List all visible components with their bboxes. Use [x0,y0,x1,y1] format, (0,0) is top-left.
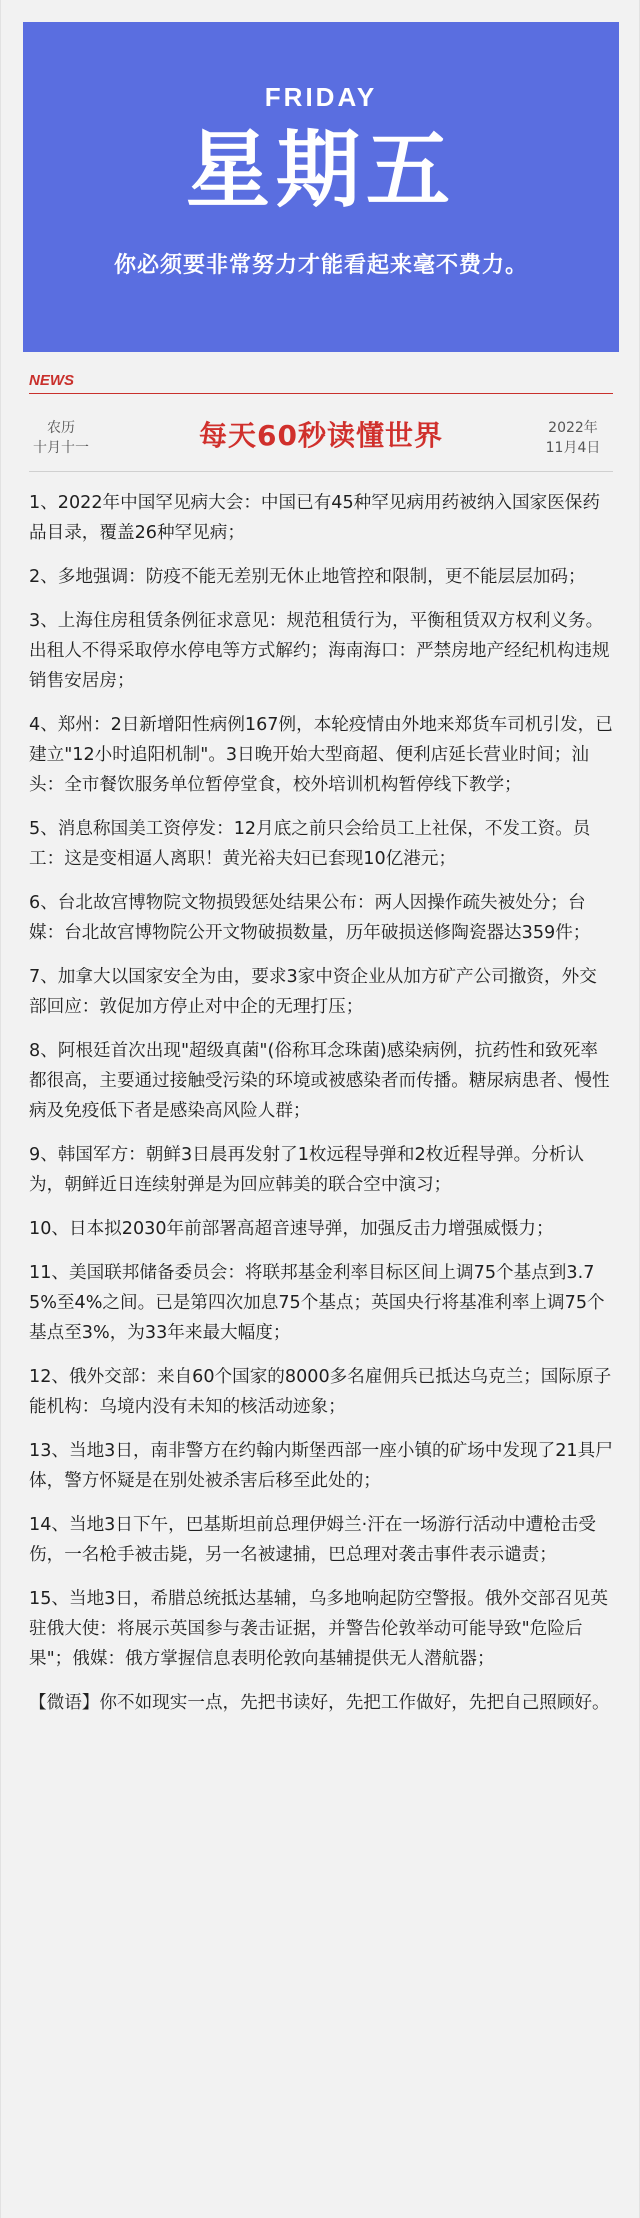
news-item: 2、多地强调：防疫不能无差别无休止地管控和限制，更不能层层加码； [29,567,586,587]
news-item: 6、台北故宫博物院文物损毁惩处结果公布：两人因操作疏失被处分；台媒：台北故宫博物院公开文物破损数量，历年破损送修陶瓷器达359件； [29,893,591,943]
solar-day: 11月4日 [545,440,601,456]
lunar-label: 农历 [47,420,75,436]
lunar-date [29,418,93,458]
page-title: 每天60秒读懂世界 [199,419,443,452]
news-item: 9、韩国军方：朝鲜3日晨再发射了1枚远程导弹和2枚近程导弹。分析认为，朝鲜近日连续射弹是为回应韩美的联合空中演习； [29,1145,584,1195]
news-item: 5、消息称国美工资停发：12月底之前只会给员工上社保，不发工资。员工：这是变相逼人离职！黄光裕夫妇已套现10亿港元； [29,819,591,869]
header-divider-bottom [29,471,613,472]
news-item: 3、上海住房租赁条例征求意见：规范租赁行为，平衡租赁双方权利义务。出租人不得采取停水停电等方式解约；海南海口：严禁房地产经纪机构违规销售安居房； [29,611,610,691]
news-item: 4、郑州：2日新增阳性病例167例，本轮疫情由外地来郑货车司机引发，已建立"12小时追阳机制"。3日晚开始大型商超、便利店延长营业时间；汕头：全市餐饮服务单位暂停堂食，校外培训机构暂停线下教学； [29,715,613,795]
weekday-english: FRIDAY [264,82,378,112]
news-item: 1、2022年中国罕见病大会：中国已有45种罕见病用药被纳入国家医保药品目录，覆盖26种罕见病； [29,493,600,543]
news-item: 15、当地3日，希腊总统抵达基辅，乌多地响起防空警报。俄外交部召见英驻俄大使：将展示英国参与袭击证据，并警告伦敦举动可能导致"危险后果"；俄媒：俄方掌握信息表明伦敦向基辅提供无人潜航器； [29,1589,608,1669]
solar-date [541,418,605,458]
daily-quote: 【微语】你不如现实一点，先把书读好，先把工作做好，先把自己照顾好。 [29,1693,610,1713]
news-item: 10、日本拟2030年前部署高超音速导弹，加强反击力增强威慑力； [29,1219,554,1239]
weekday-chinese: 星期五 [185,120,456,219]
news-tag: NEWS [29,372,74,389]
news-item: 11、美国联邦储备委员会：将联邦基金利率目标区间上调75个基点到3.75%至4%之间。已是第四次加息75个基点；英国央行将基准利率上调75个基点至3%，为33年来最大幅度； [29,1263,605,1343]
news-list [29,488,613,1718]
news-item: 8、阿根廷首次出现"超级真菌"(俗称耳念珠菌)感染病例，抗药性和致死率都很高，主要通过接触受污染的环境或被感染者而传播。糖尿病患者、慢性病及免疫低下者是感染高风险人群； [29,1041,610,1121]
news-item: 13、当地3日，南非警方在约翰内斯堡西部一座小镇的矿场中发现了21具尸体，警方怀疑是在别处被杀害后移至此处的； [29,1441,613,1491]
day-banner [23,22,619,352]
news-item: 14、当地3日下午，巴基斯坦前总理伊姆兰·汗在一场游行活动中遭枪击受伤，一名枪手被击毙，另一名被逮捕，巴总理对袭击事件表示谴责； [29,1515,596,1565]
lunar-day: 十月十一 [33,440,89,456]
news-item: 12、俄外交部：来自60个国家的8000多名雇佣兵已抵达乌克兰；国际原子能机构：乌境内没有未知的核活动迹象； [29,1367,612,1417]
banner-motto: 你必须要非常努力才能看起来毫不费力。 [113,253,528,278]
news-item: 7、加拿大以国家安全为由，要求3家中资企业从加方矿产公司撤资，外交部回应：敦促加方停止对中企的无理打压； [29,967,597,1017]
header-divider-top [29,393,613,394]
solar-year: 2022年 [548,420,598,436]
